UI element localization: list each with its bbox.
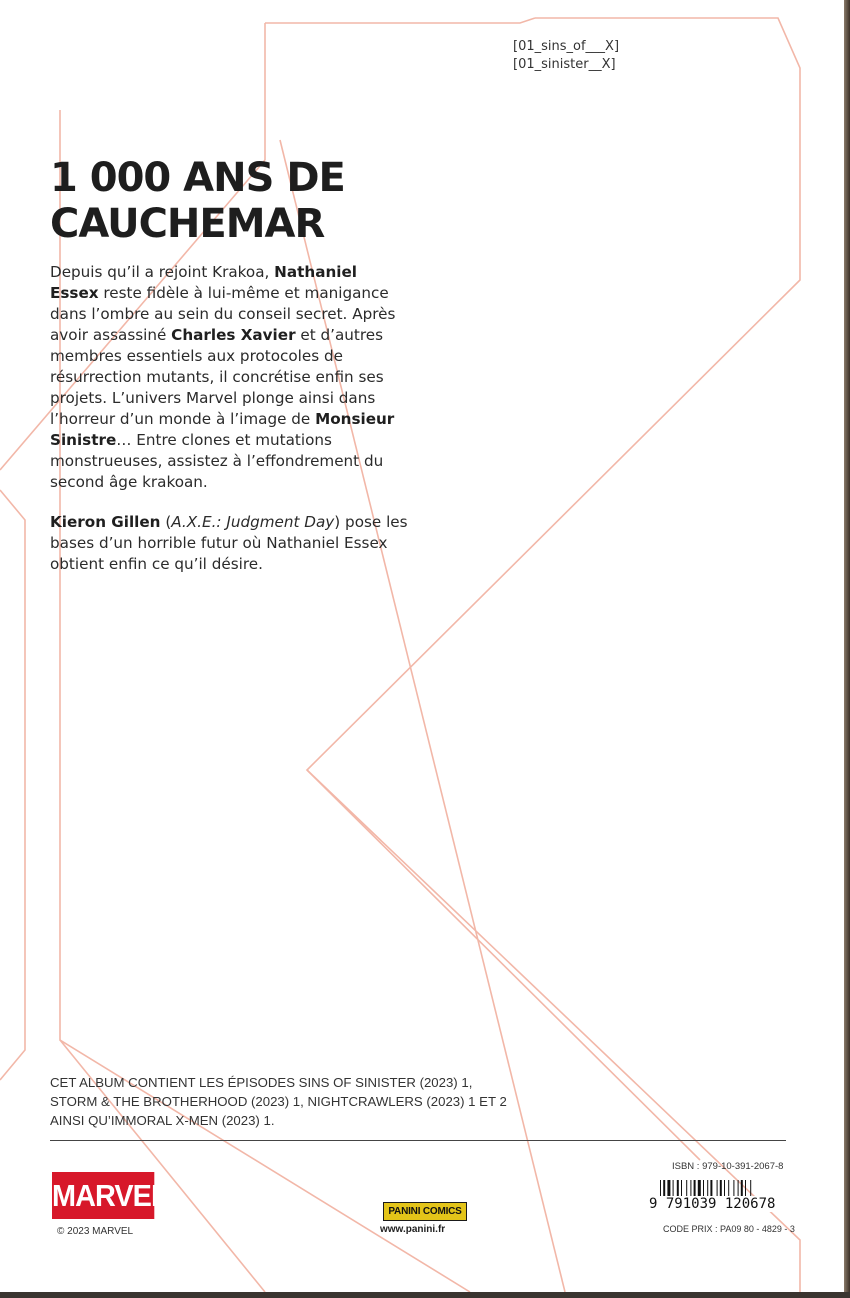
author-paragraph <box>50 512 410 575</box>
cover-edge <box>0 1292 850 1298</box>
summary-text <box>50 262 410 594</box>
bold-name: Charles Xavier <box>171 326 296 344</box>
contents-line: CET ALBUM CONTIENT LES ÉPISODES SINS OF SINISTER (2023) 1, <box>50 1075 473 1090</box>
text-run: ( <box>160 513 172 531</box>
contents-line: AINSI QU’IMMORAL X-MEN (2023) 1. <box>50 1113 275 1128</box>
marvel-logo: MARVEL <box>52 1172 154 1219</box>
divider <box>50 1140 786 1141</box>
bold-name: Monsieur Sinistre <box>50 410 395 449</box>
text-run: … Entre clones et mutations monstrueuses, assistez à l’effondrement du second âge krakoan. <box>50 431 384 491</box>
text-run: Depuis qu’il a rejoint Krakoa, <box>50 263 275 281</box>
page-title <box>50 155 345 247</box>
panini-comics-logo: PANINI COMICS <box>383 1202 467 1221</box>
publisher-url: www.panini.fr <box>380 1224 446 1235</box>
barcode-digits: 9 791039 120678 <box>649 1196 776 1212</box>
text-run: et d’autres membres essentiels aux protocoles de résurrection mutants, il concrétise enfin ses projets. L’univers Marvel plonge ainsi dans l’horreur d’un monde à l’image de <box>50 326 384 428</box>
catalog-codes <box>513 38 619 74</box>
text-run: ) pose les bases d’un horrible futur où Nathaniel Essex obtient enfin ce qu’il désire. <box>50 513 408 573</box>
italic-title: A.X.E.: Judgment Day <box>171 513 335 531</box>
price-code: CODE PRIX : PA09 80 - 4829 - 3 <box>663 1224 795 1234</box>
title-line: 1 000 ANS DE <box>50 155 345 201</box>
bold-name: Nathaniel Essex <box>50 263 357 302</box>
author-name: Kieron Gillen <box>50 513 161 531</box>
title-line: CAUCHEMAR <box>50 201 325 247</box>
text-run: reste fidèle à lui-même et manigance dans l’ombre au sein du conseil secret. Après avoir assassiné <box>50 284 396 344</box>
contents-line: STORM & THE BROTHERHOOD (2023) 1, NIGHTCRAWLERS (2023) 1 ET 2 <box>50 1094 507 1109</box>
code-line: [01_sins_of___X] <box>513 39 620 54</box>
album-contents <box>50 1073 790 1130</box>
isbn: ISBN : 979-10-391-2067-8 <box>672 1161 784 1172</box>
copyright: © 2023 MARVEL <box>57 1226 134 1237</box>
cover-edge <box>844 0 850 1298</box>
code-line: [01_sinister__X] <box>513 57 616 72</box>
summary-paragraph <box>50 262 410 493</box>
